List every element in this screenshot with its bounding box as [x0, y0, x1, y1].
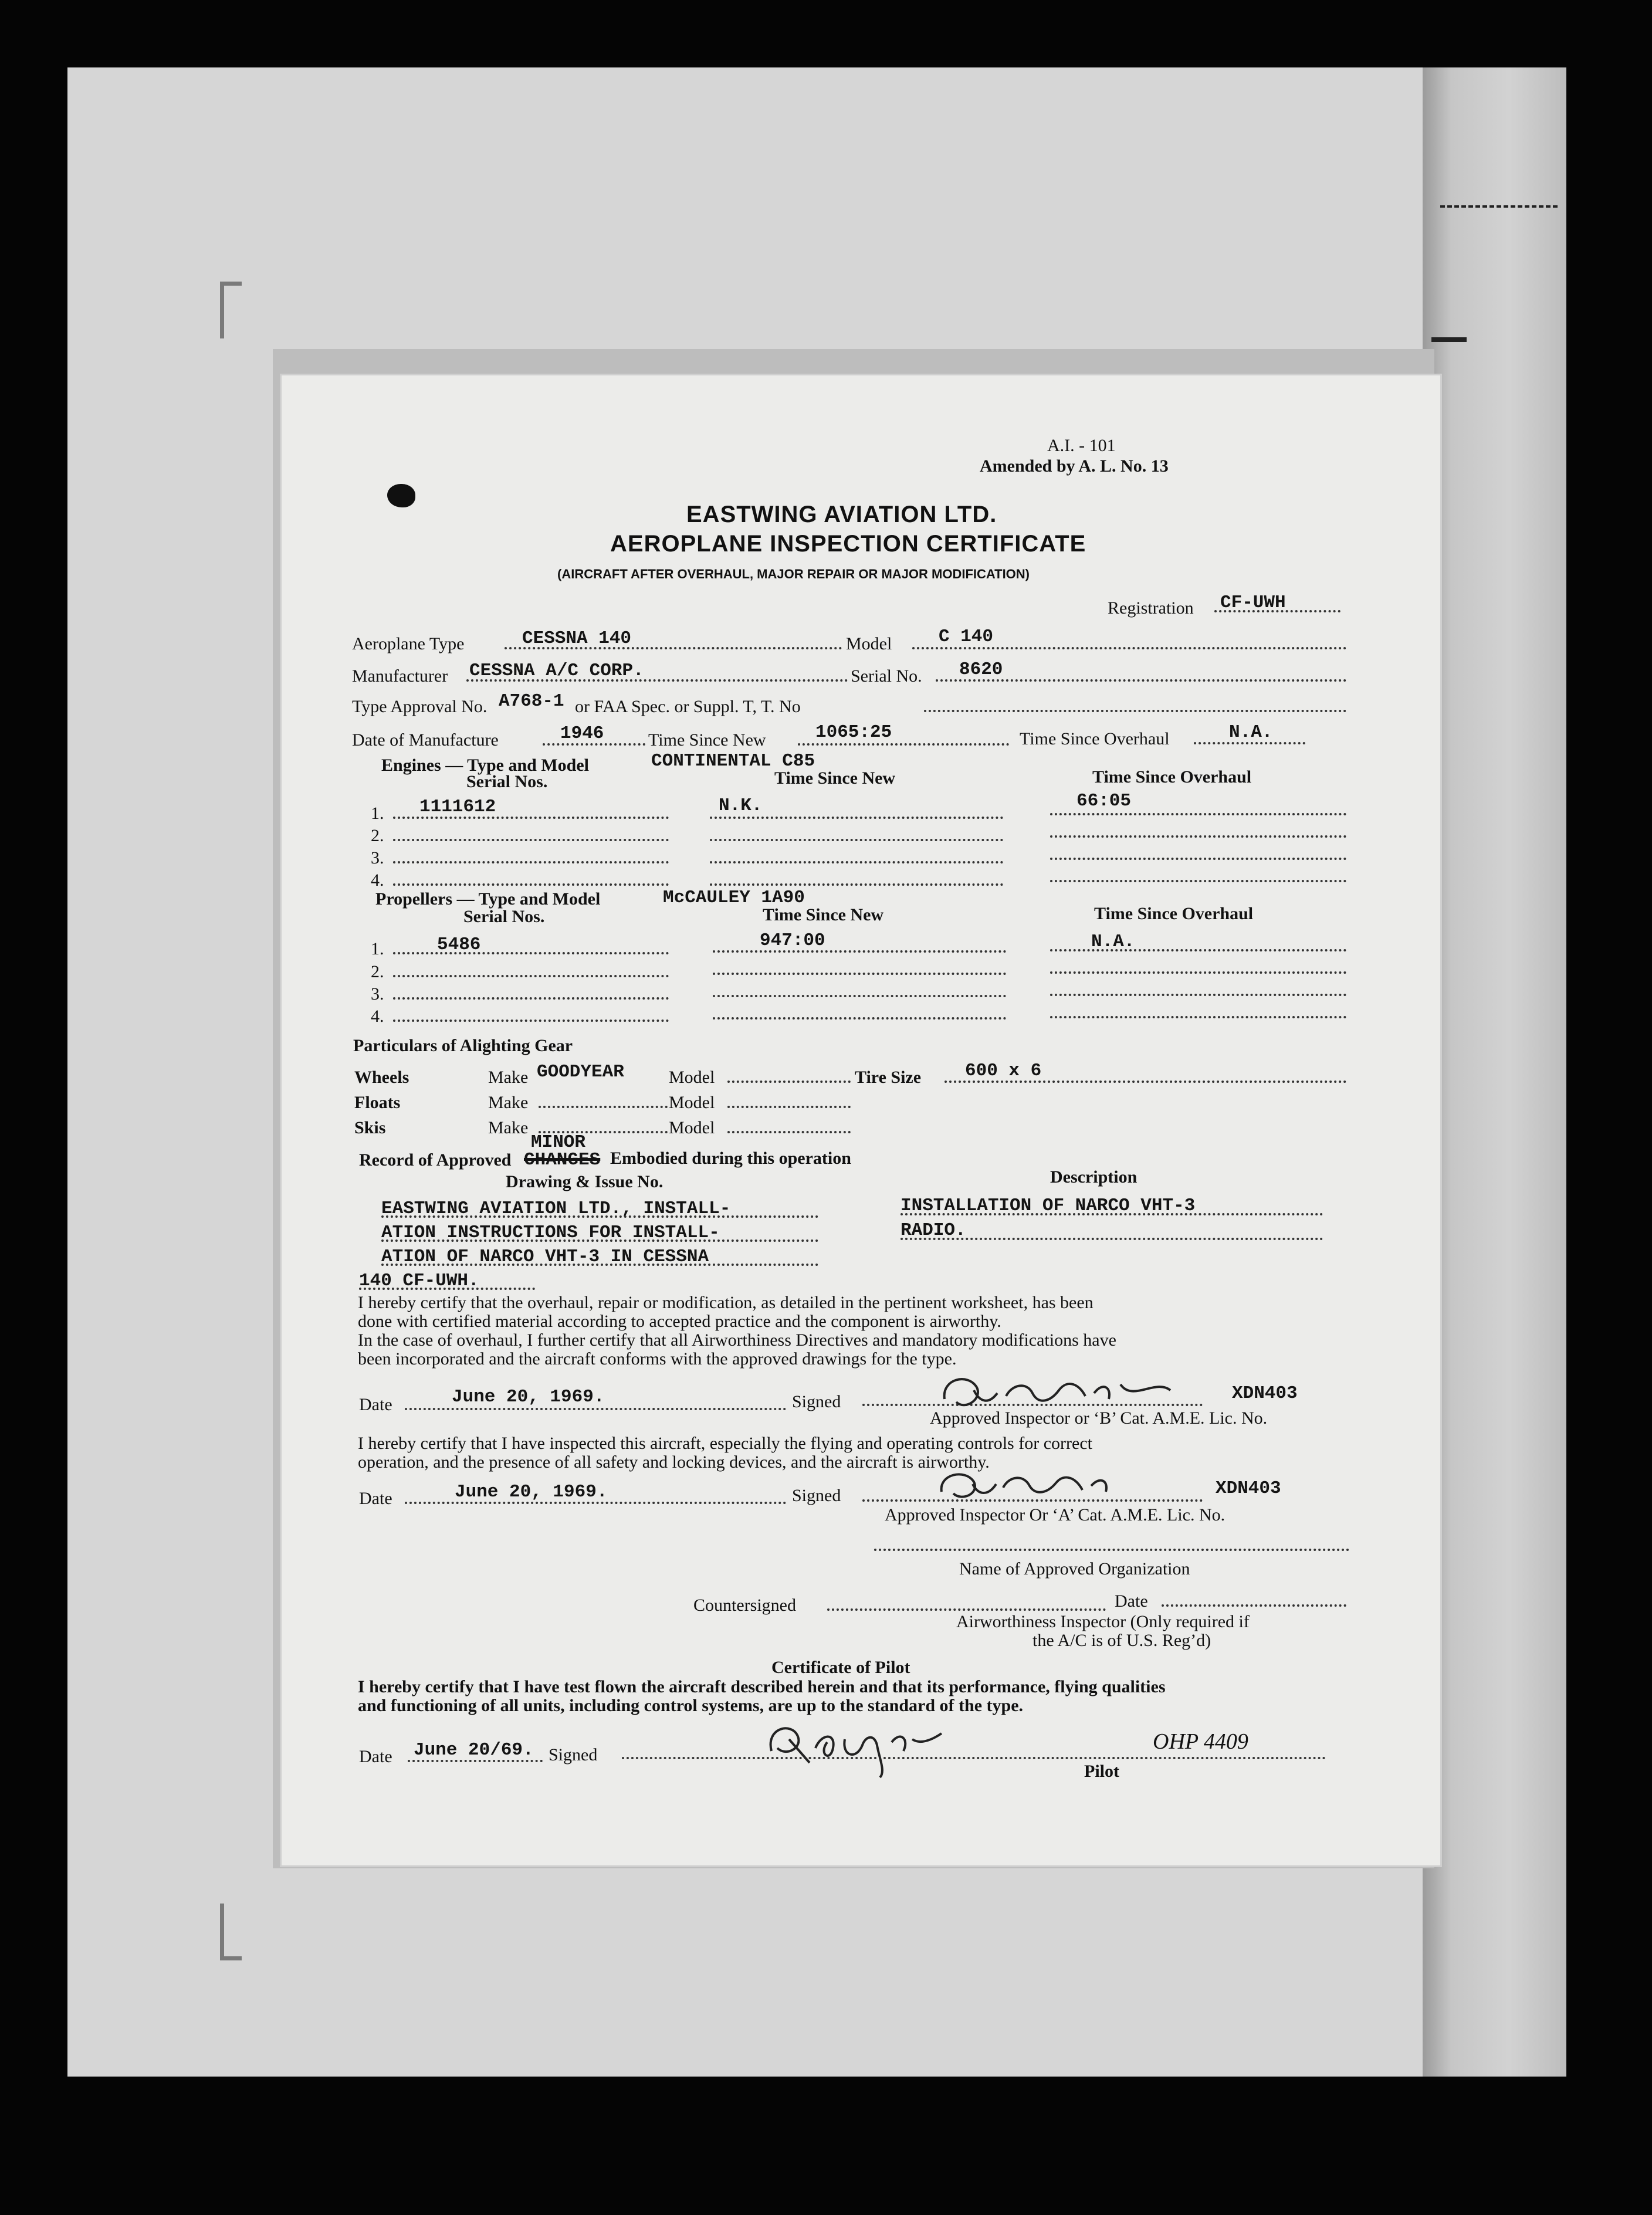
time-since-new-label: Time Since New [648, 730, 766, 750]
registration-label: Registration [1108, 598, 1194, 618]
dotted-fill-line [713, 950, 1006, 953]
dotted-fill-line [912, 647, 1346, 649]
time-since-overhaul-value: N.A. [1229, 722, 1273, 743]
time-since-new-value: 1065:25 [815, 722, 892, 743]
wheels-label: Wheels [354, 1068, 409, 1087]
countersigned-date-label: Date [1115, 1591, 1148, 1611]
pilot-signed-label: Signed [549, 1745, 598, 1764]
propellers-col-tso: Time Since Overhaul [1094, 904, 1254, 923]
dotted-fill-line [1050, 835, 1346, 838]
pilot-date-label: Date [359, 1747, 392, 1766]
dotted-fill-line [1050, 880, 1346, 882]
arrow-mark [1431, 337, 1467, 342]
record-col-description: Description [1050, 1167, 1138, 1187]
cert1-inspector-label: Approved Inspector or ‘B’ Cat. A.M.E. Lic. No. [930, 1408, 1268, 1428]
engine-row-number: 3. [371, 848, 384, 868]
engine-tso-value: 66:05 [1076, 791, 1132, 811]
cert1-text: In the case of overhaul, I further certify that all Airworthiness Directives and mandatory modifications have [358, 1330, 1116, 1350]
cert2-inspector-label: Approved Inspector Or ‘A’ Cat. A.M.E. Lic. No. [885, 1505, 1226, 1525]
dotted-fill-line [393, 1020, 669, 1022]
dotted-fill-line [710, 883, 1003, 886]
registration-value: CF-UWH [1220, 592, 1286, 613]
ink-blot [387, 484, 415, 507]
engines-col-serial: Serial Nos. [466, 772, 548, 791]
manufacturer-value: CESSNA A/C CORP. [469, 661, 644, 681]
propeller-row-number: 3. [371, 984, 384, 1004]
crop-bracket-top [220, 282, 242, 338]
propellers-type-value: McCAULEY 1A90 [663, 888, 805, 908]
dotted-fill-line [381, 1264, 818, 1266]
cert1-signed-label: Signed [792, 1392, 841, 1411]
pilot-cert-text: I hereby certify that I have test flown the aircraft described herein and that its performance, flying qualities [358, 1677, 1166, 1696]
description-line: RADIO. [901, 1220, 966, 1241]
model-label: Model [846, 634, 892, 653]
cert2-text: I hereby certify that I have inspected this aircraft, especially the flying and operating controls for correct [358, 1434, 1092, 1453]
record-struck-word: CHANGES [524, 1150, 601, 1170]
drawing-line: ATION INSTRUCTIONS FOR INSTALL- [381, 1222, 720, 1243]
dotted-fill-line [713, 995, 1006, 997]
dotted-fill-line [901, 1238, 1323, 1240]
dotted-fill-line [874, 1549, 1349, 1551]
floats-make-label: Make [488, 1093, 529, 1112]
type-approval-value: A768-1 [499, 691, 564, 712]
engine-tsn-value: N.K. [719, 795, 763, 816]
tire-size-label: Tire Size [855, 1068, 922, 1087]
dotted-fill-line [622, 1757, 1326, 1759]
dotted-fill-line [945, 1081, 1346, 1083]
dotted-fill-line [539, 1106, 668, 1108]
engines-col-tso: Time Since Overhaul [1092, 767, 1252, 787]
drawing-line: EASTWING AVIATION LTD., INSTALL- [381, 1198, 731, 1219]
propeller-row-number: 1. [371, 939, 384, 959]
propeller-tsn-value: 947:00 [760, 930, 825, 951]
form-number: A.I. - 101 [1047, 436, 1116, 455]
wheels-model-label: Model [669, 1068, 715, 1087]
dotted-fill-line [393, 997, 669, 1000]
pilot-date-value: June 20/69. [414, 1740, 534, 1760]
dotted-fill-line [1050, 813, 1346, 815]
dotted-fill-line [1050, 1016, 1346, 1018]
model-value: C 140 [939, 626, 994, 647]
engines-label: Engines — Type and Model [381, 756, 589, 775]
dotted-fill-line [710, 839, 1003, 841]
dotted-fill-line [359, 1288, 535, 1290]
countersigned-label: Countersigned [693, 1596, 796, 1615]
amendment-note: Amended by A. L. No. 13 [980, 456, 1169, 476]
dotted-fill-line [393, 975, 669, 977]
dotted-fill-line [393, 883, 669, 886]
cert1-date-label: Date [359, 1395, 392, 1414]
pilot-certificate-heading: Certificate of Pilot [771, 1658, 910, 1677]
date-of-manufacture-label: Date of Manufacture [352, 730, 499, 750]
dotted-fill-line [393, 952, 669, 954]
type-approval-label: Type Approval No. [352, 697, 488, 716]
dotted-fill-line [713, 1017, 1006, 1020]
record-prefix: Record of Approved [359, 1150, 512, 1170]
cert1-text: done with certified material according to accepted practice and the component is airworthy. [358, 1312, 1001, 1331]
cert1-text: I hereby certify that the overhaul, repair or modification, as detailed in the pertinent worksheet, has been [358, 1293, 1094, 1312]
dotted-fill-line [393, 839, 669, 841]
dotted-fill-line [393, 861, 669, 863]
cert2-date-value: June 20, 1969. [455, 1482, 608, 1502]
dotted-fill-line [1214, 610, 1340, 612]
certificate-subtitle: (AIRCRAFT AFTER OVERHAUL, MAJOR REPAIR OR MAJOR MODIFICATION) [557, 567, 1030, 581]
dotted-fill-line [727, 1106, 851, 1108]
propellers-label: Propellers — Type and Model [375, 889, 601, 909]
skis-label: Skis [354, 1118, 386, 1137]
cert1-licence-value: XDN403 [1232, 1383, 1298, 1404]
engine-row-number: 4. [371, 871, 384, 890]
dotted-fill-line [1050, 949, 1346, 951]
cert2-licence-value: XDN403 [1216, 1478, 1281, 1499]
dotted-fill-line [727, 1081, 851, 1083]
engine-row-number: 1. [371, 804, 384, 823]
dotted-fill-line [727, 1131, 851, 1133]
alighting-gear-heading: Particulars of Alighting Gear [353, 1036, 573, 1055]
skis-make-label: Make [488, 1118, 529, 1137]
serial-no-value: 8620 [959, 659, 1003, 680]
engines-type-value: CONTINENTAL C85 [651, 751, 815, 771]
record-suffix: Embodied during this operation [610, 1149, 851, 1168]
faa-spec-label: or FAA Spec. or Suppl. T, T. No [575, 697, 801, 716]
dashed-line [1440, 205, 1558, 208]
engines-col-tsn: Time Since New [774, 768, 896, 788]
cert1-date-value: June 20, 1969. [452, 1387, 605, 1407]
pilot-label: Pilot [1084, 1762, 1119, 1781]
dotted-fill-line [1050, 971, 1346, 974]
wheels-make-value: GOODYEAR [537, 1062, 624, 1082]
company-name: EASTWING AVIATION LTD. [686, 502, 997, 527]
dotted-fill-line [827, 1608, 1106, 1611]
engine-serial-value: 1111612 [419, 797, 496, 817]
pilot-cert-text: and functioning of all units, including control systems, are up to the standard of the type. [358, 1696, 1024, 1715]
dotted-fill-line [1162, 1604, 1346, 1607]
description-line: INSTALLATION OF NARCO VHT-3 [901, 1195, 1196, 1216]
dotted-fill-line [710, 817, 1003, 819]
cert1-text: been incorporated and the aircraft conforms with the approved drawings for the type. [358, 1349, 957, 1369]
dotted-fill-line [901, 1213, 1323, 1215]
dotted-fill-line [713, 973, 1006, 975]
dotted-fill-line [798, 743, 1009, 746]
skis-model-label: Model [669, 1118, 715, 1137]
propeller-serial-value: 5486 [437, 934, 481, 955]
tire-size-value: 600 x 6 [965, 1061, 1042, 1081]
pilot-licence-value: OHP 4409 [1153, 1729, 1248, 1754]
inspector-signature [933, 1459, 1179, 1506]
drawing-line: 140 CF-UWH. [359, 1271, 479, 1291]
drawing-line: ATION OF NARCO VHT-3 IN CESSNA [381, 1247, 709, 1267]
cert2-date-label: Date [359, 1489, 392, 1508]
dotted-fill-line [1050, 858, 1346, 860]
dotted-fill-line [393, 817, 669, 819]
dotted-fill-line [381, 1215, 818, 1218]
floats-label: Floats [354, 1093, 401, 1112]
dotted-fill-line [405, 1408, 786, 1410]
propeller-tso-value: N.A. [1091, 932, 1135, 952]
certificate-title: AEROPLANE INSPECTION CERTIFICATE [610, 531, 1086, 557]
date-of-manufacture-value: 1946 [560, 723, 604, 744]
propeller-row-number: 2. [371, 962, 384, 981]
airworthiness-inspector-label: Airworthiness Inspector (Only required if [956, 1612, 1250, 1631]
crop-bracket-bottom [220, 1904, 242, 1960]
wheels-make-label: Make [488, 1068, 529, 1087]
pilot-signature [763, 1716, 950, 1780]
serial-no-label: Serial No. [851, 666, 922, 686]
aeroplane-type-value: CESSNA 140 [522, 628, 632, 649]
floats-model-label: Model [669, 1093, 715, 1112]
manufacturer-label: Manufacturer [352, 666, 448, 686]
engine-row-number: 2. [371, 826, 384, 845]
dotted-fill-line [924, 710, 1346, 712]
time-since-overhaul-label: Time Since Overhaul [1020, 729, 1170, 749]
cert2-signed-label: Signed [792, 1486, 841, 1505]
propellers-col-tsn: Time Since New [763, 905, 884, 924]
record-col-drawing: Drawing & Issue No. [506, 1172, 663, 1191]
folder-edge [1423, 67, 1566, 2077]
dotted-fill-line [710, 861, 1003, 863]
dotted-fill-line [1050, 994, 1346, 996]
airworthiness-reg-note: the A/C is of U.S. Reg’d) [1032, 1631, 1211, 1650]
organization-name-label: Name of Approved Organization [959, 1559, 1190, 1579]
dotted-fill-line [381, 1239, 818, 1242]
cert2-text: operation, and the presence of all safety and locking devices, and the aircraft is airworthy. [358, 1452, 990, 1472]
aeroplane-type-label: Aeroplane Type [352, 634, 465, 653]
propeller-row-number: 4. [371, 1007, 384, 1026]
record-overtype: MINOR [531, 1132, 586, 1153]
propellers-col-serial: Serial Nos. [463, 907, 545, 926]
